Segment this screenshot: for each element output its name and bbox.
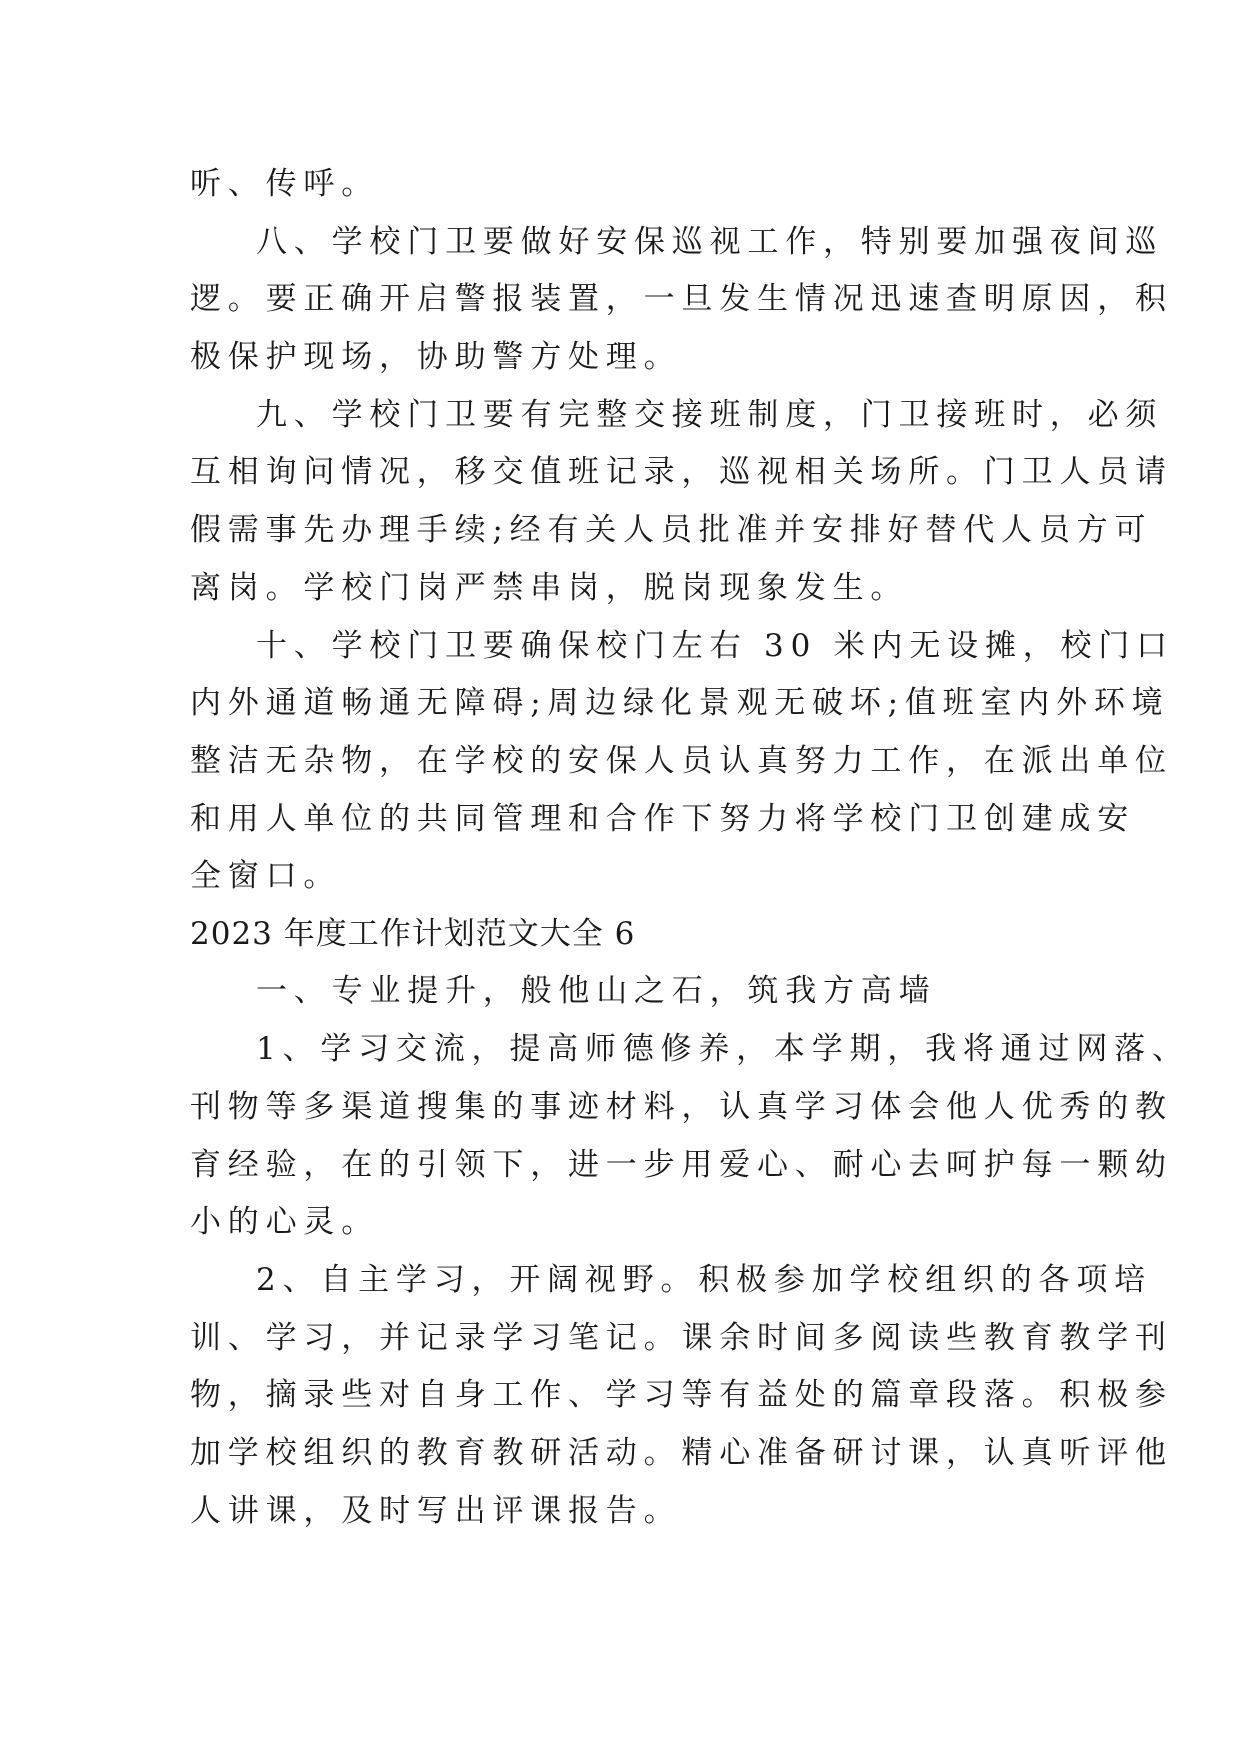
text-line: 互相询问情况，移交值班记录，巡视相关场所。门卫人员请 [190, 454, 1173, 490]
text-line: 逻。要正确开启警报装置，一旦发生情况迅速查明原因，积 [190, 281, 1173, 317]
paragraph-first-line: 九、学校门卫要有完整交接班制度，门卫接班时，必须 [256, 397, 1164, 433]
paragraph-first-line: 十、学校门卫要确保校门左右 30 米内无设摊，校门口 [256, 628, 1174, 664]
text-line: 内外通道畅通无障碍;周边绿化景观无破坏;值班室内外环境 [190, 685, 1170, 721]
paragraph-first-line: 八、学校门卫要做好安保巡视工作，特别要加强夜间巡 [256, 224, 1164, 260]
text-line: 物，摘录些对自身工作、学习等有益处的篇章段落。积极参 [190, 1377, 1173, 1413]
paragraph-first-line: 一、专业提升，般他山之石，筑我方高墙 [256, 973, 937, 1009]
text-line: 假需事先办理手续;经有关人员批准并安排好替代人员方可 [190, 512, 1153, 548]
section-heading: 2023 年度工作计划范文大全 6 [190, 916, 636, 952]
text-line: 整洁无杂物，在学校的安保人员认真努力工作，在派出单位 [190, 743, 1173, 779]
text-line: 加学校组织的教育教研活动。精心准备研讨课，认真听评他 [190, 1435, 1173, 1471]
text-line: 全窗口。 [190, 858, 342, 894]
text-line: 和用人单位的共同管理和合作下努力将学校门卫创建成安 [190, 801, 1135, 837]
paragraph-first-line: 1、学习交流，提高师德修养，本学期，我将通过网落、 [256, 1031, 1190, 1067]
text-line: 训、学习，并记录学习笔记。课余时间多阅读些教育教学刊 [190, 1320, 1173, 1356]
text-line: 听、传呼。 [190, 166, 379, 202]
text-line: 刊物等多渠道搜集的事迹材料，认真学习体会他人优秀的教 [190, 1089, 1173, 1125]
text-line: 育经验，在的引领下，进一步用爱心、耐心去呵护每一颗幼 [190, 1147, 1173, 1183]
text-line: 小的心灵。 [190, 1204, 379, 1240]
text-line: 极保护现场，协助警方处理。 [190, 339, 682, 375]
text-line: 离岗。学校门岗严禁串岗，脱岗现象发生。 [190, 570, 909, 606]
text-line: 人讲课，及时写出评课报告。 [190, 1493, 682, 1529]
paragraph-first-line: 2、自主学习，开阔视野。积极参加学校组织的各项培 [256, 1262, 1152, 1298]
